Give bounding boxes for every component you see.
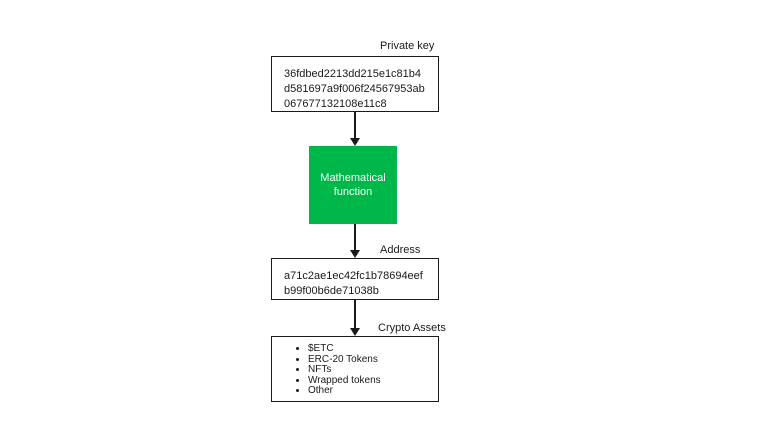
list-item: • $ETC bbox=[308, 344, 428, 355]
arrow-address-to-assets bbox=[350, 300, 360, 336]
arrow-shaft bbox=[354, 300, 356, 328]
function-label-line2: function bbox=[333, 186, 373, 198]
arrow-head-icon bbox=[350, 138, 360, 146]
mathematical-function-box bbox=[309, 146, 397, 224]
private-key-box: 36fdbed2213dd215e1c81b4d581697a9f006f24567953ab067677132108e11c8 bbox=[271, 56, 439, 112]
arrow-function-to-address bbox=[350, 224, 360, 258]
arrow-head-icon bbox=[350, 328, 360, 336]
arrow-shaft bbox=[354, 224, 356, 250]
list-item: • ERC-20 Tokens bbox=[308, 355, 428, 366]
arrow-shaft bbox=[354, 112, 356, 138]
list-item: • Wrapped tokens bbox=[308, 376, 428, 387]
crypto-assets-label: Crypto Assets bbox=[378, 322, 446, 334]
address-box: a71c2ae1ec42fc1b78694eefb99f00b6de71038b bbox=[271, 258, 439, 300]
list-item: • NFTs bbox=[308, 365, 428, 376]
address-label: Address bbox=[380, 244, 421, 256]
list-item: • Other bbox=[308, 386, 428, 397]
arrow-private-key-to-function bbox=[350, 112, 360, 146]
mathematical-function-label bbox=[320, 171, 385, 199]
function-label-line1: Mathematical bbox=[320, 172, 386, 184]
private-key-label: Private key bbox=[380, 40, 435, 52]
crypto-assets-list bbox=[282, 344, 428, 397]
arrow-head-icon bbox=[350, 250, 360, 258]
crypto-assets-box bbox=[271, 336, 439, 402]
